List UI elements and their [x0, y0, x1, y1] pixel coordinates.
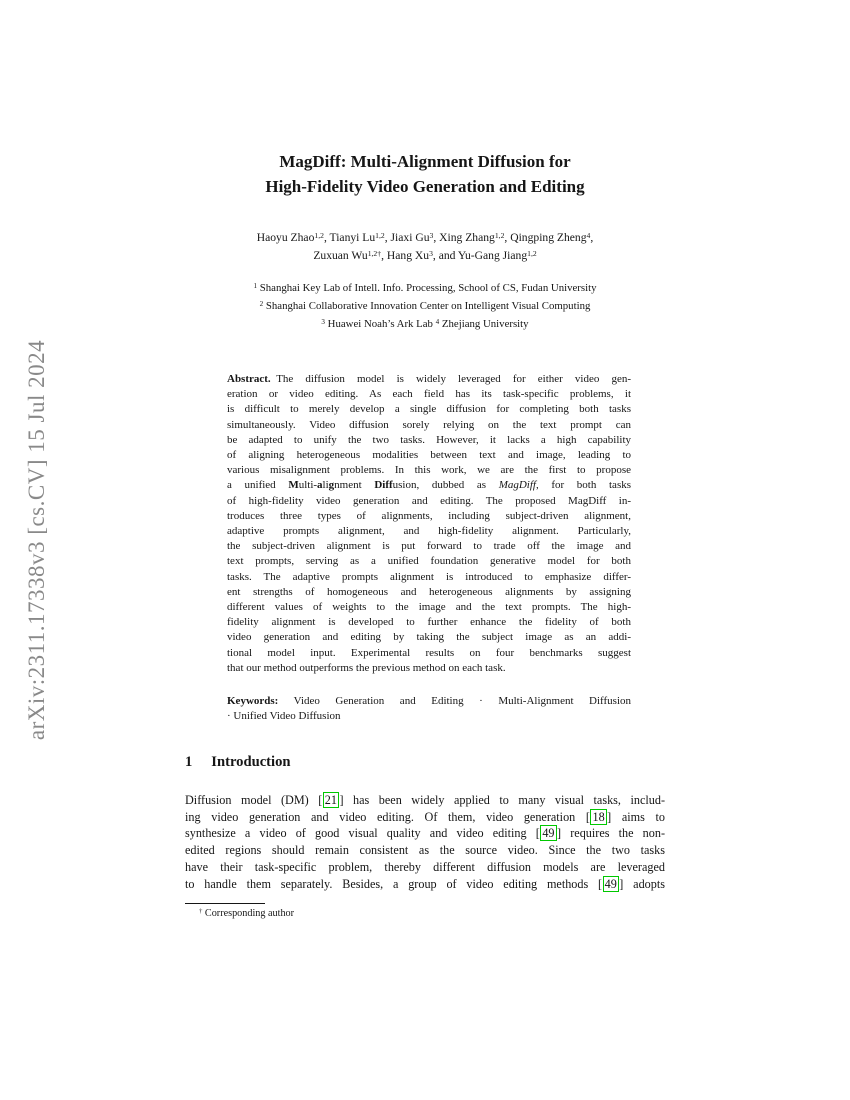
- text-line: simultaneously. Video diffusion sorely relying on the text prompt can: [227, 418, 631, 431]
- text-line: a unified Multi-alignment Diffusion, dubbed as MagDiff, for both tasks: [227, 479, 632, 492]
- text-line: ent strengths of homogeneous and heterogeneous alignments by assigning: [227, 585, 631, 598]
- text-line: fidelity alignment is developed to further enhance the fidelity of both: [227, 616, 631, 629]
- text-line: that our method outperforms the previous method on each task.: [227, 661, 506, 674]
- paper-title: [0, 149, 850, 199]
- text-line: the subject-driven alignment is put forward to trade off the image and: [227, 540, 631, 553]
- abstract-text: [227, 372, 631, 676]
- text-line: Diffusion model (DM) [ 21 ] has been widely applied to many visual tasks, includ-: [185, 793, 665, 807]
- text-line: adaptive prompts alignment, and high-fidelity alignment. Particularly,: [227, 525, 631, 538]
- text-line: † Corresponding author: [199, 907, 295, 919]
- text-line: of high-fidelity video generation and editing. The proposed MagDiff in-: [227, 494, 631, 507]
- text-line: be adapted to unify the two tasks. However, it lacks a high capability: [227, 433, 631, 446]
- text-line: $^2$ Shanghai Collaborative Innovation Center on Intelligent Visual Computing: [259, 299, 591, 312]
- footnote-rule: [185, 903, 265, 904]
- text-line: synthesize a video of good visual quality and video editing [ 49 ] requires the non-: [185, 826, 666, 841]
- text-line: Keywords: Video Generation and Editing · Multi-Alignment Diffusion: [227, 695, 631, 707]
- text-line: tional model input. Experimental results on four benchmarks suggest: [227, 646, 631, 659]
- section-title: Introduction: [211, 754, 291, 770]
- paper-title-line2: High-Fidelity Video Generation and Editing: [265, 177, 585, 196]
- keywords-text: [227, 694, 631, 724]
- section-number: 1: [185, 754, 193, 770]
- text-line: have their task-specific problem, thereby different diffusion models are leveraged: [185, 859, 665, 874]
- text-line: is difficult to merely develop a single diffusion for completing both tasks: [227, 403, 631, 416]
- text-line: of aligning heterogeneous modalities between text and image, leading to: [227, 449, 631, 462]
- text-line: Abstract. The diffusion model is widely leveraged for either video gen-: [227, 373, 631, 385]
- text-line: text prompts, serving as a unified foundation generative model for both: [227, 555, 631, 568]
- text-line: $^3$ Huawei Noah’s Ark Lab $^4$ Zhejiang University: [321, 317, 529, 330]
- text-line: to handle them separately. Besides, a group of video editing methods [ 49 ] adopts: [185, 876, 665, 891]
- text-line: different values of weights to the image and the text prompts. The high-: [227, 601, 631, 614]
- text-line: eration or video editing. As each field has its task-specific problems, it: [227, 388, 631, 401]
- section-heading: [185, 754, 665, 771]
- affiliation-list: [0, 279, 850, 333]
- paper-title-line1: MagDiff: Multi-Alignment Diffusion for: [279, 152, 571, 171]
- citation-link[interactable]: 49: [542, 826, 555, 841]
- text-line: Haoyu Zhao$^{1,2}$, Tianyi Lu$^{1,2}$, Jiaxi Gu$^3$, Xing Zhang$^{1,2}$, Qingping Zheng$^4$,: [256, 230, 594, 244]
- corresponding-author-footnote: [185, 907, 665, 921]
- citation-link[interactable]: 18: [592, 809, 605, 824]
- text-line: various misalignment problems. In this work, we are the first to propose: [227, 464, 631, 477]
- author-list: [0, 229, 850, 265]
- citation-link[interactable]: 49: [604, 876, 617, 891]
- citation-link[interactable]: 21: [324, 793, 337, 807]
- text-line: troduces three types of alignments, including subject-driven alignment,: [227, 509, 631, 522]
- text-line: ing video generation and video editing. Of them, video generation [ 18 ] aims to: [185, 809, 666, 824]
- text-line: video generation and editing by taking the subject image as an addi-: [227, 631, 631, 644]
- introduction-paragraph: [185, 792, 665, 892]
- text-line: $^1$ Shanghai Key Lab of Intell. Info. Processing, School of CS, Fudan University: [253, 281, 597, 294]
- text-line: edited regions should remain consistent as the source video. Since the two tasks: [185, 843, 665, 858]
- text-line: · Unified Video Diffusion: [227, 710, 341, 723]
- text-line: tasks. The adaptive prompts alignment is introduced to emphasize differ-: [227, 570, 631, 583]
- text-line: Zuxuan $Wu^{1,2\dagger}$, Hang Xu$^3$, and Yu-Gang Jiang$^{1,2}$: [313, 248, 537, 262]
- arxiv-watermark: arXiv:2311.17338v3 [cs.CV] 15 Jul 2024: [24, 339, 49, 741]
